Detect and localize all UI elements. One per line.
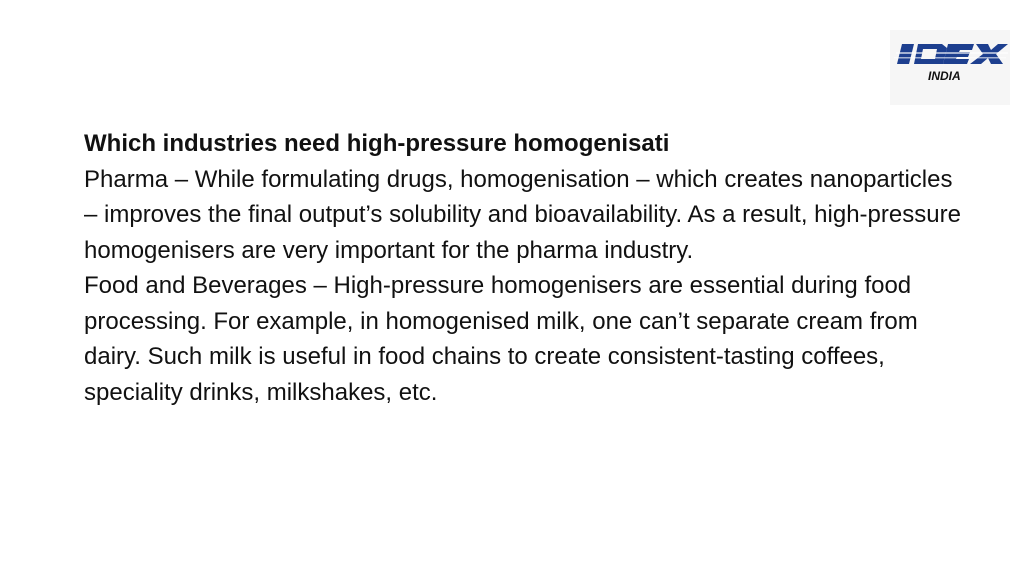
paragraph-food-beverages: Food and Beverages – High-pressure homogenisers are essential during food processing. For example, in homogenised milk, one can’t separate cream from dairy. Such milk is useful in food chains to create consistent-tasting coffees, speciality drinks, milkshakes, etc. <box>84 272 918 406</box>
paragraph-pharma: Pharma – While formulating drugs, homogenisation – which creates nanoparticles – improves the final output’s solubility and bioavailability. As a result, high-pressure homogenisers are very important for the pharma industry. <box>84 165 961 264</box>
idex-logo-graphic <box>890 30 1010 105</box>
logo-subtitle: INDIA <box>928 69 961 83</box>
idex-india-logo <box>890 30 1010 105</box>
body-text <box>84 126 964 410</box>
slide-heading: Which industries need high-pressure homogenisati <box>84 130 670 157</box>
